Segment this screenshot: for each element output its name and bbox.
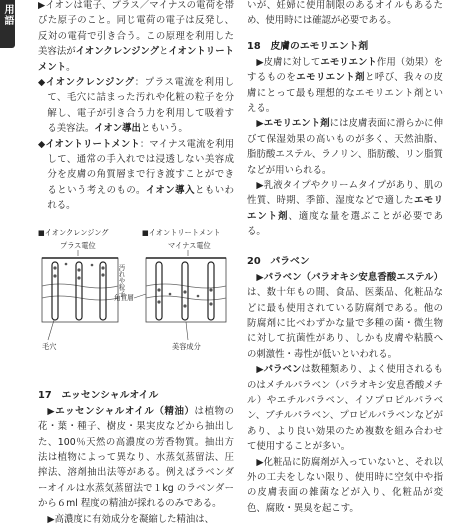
left-column	[38, 0, 234, 527]
section-18-paragraph-3: ▶乳液タイプやクリームタイプがあり、肌の性質、時期、季節、湿度などで適したエモリエント剤、適度な量を選ぶことが必要である。	[247, 180, 443, 238]
ion-intro-paragraph: ▶イオンは電子、プラス／マイナスの電荷を帯びた原子のこと。同じ電荷の電子は反発し、反対の電荷で引き合う。この原理を利用した美容法がイオンクレンジングとイオントリートメント。	[38, 0, 234, 73]
section-18-paragraph-1: ▶皮膚に対してエモリエント作用（効果）をするものをエモリエント剤と呼び、我々の皮膚にとって最も理想的なエモリエント剤といえる。	[247, 56, 443, 115]
ion-diagram	[38, 228, 234, 376]
section-17-paragraph-2: ▶高濃度に有効成分を凝縮した精油は、	[47, 513, 214, 525]
ion-input-term: イオン導入	[145, 184, 195, 196]
side-index-tab-label: 用語	[2, 4, 13, 26]
section-20-paragraph-3: ▶化粧品に防腐剤が入っていないと、それ以外の工夫をしない限り、使用時に空気中や指の皮膚表面の雑菌などが入り、化粧品が変色、腐敗・異臭を起こす。	[247, 456, 443, 514]
ion-treatment-definition: ◆イオントリートメント：マイナス電流を利用して、通常の手入れでは浸透しない美容成分を皮膚の角質層まで行き渡すことができるという考えのもの。イオン導入ともいわれる。	[38, 138, 234, 212]
term-ion: イオン	[168, 46, 197, 58]
section-17-paragraph: ▶エッセンシャルオイル（精油）は植物の花・葉・種子、樹皮・果実皮などから抽出した、100％天然の高濃度の芳香物質。抽出方法は植物によって異なり、水蒸気蒸留法、圧搾法、溶剤抽出法等がある。例えばラベンダーオイルは水蒸気蒸留法で１kg のラベンダーから６ml 程度の精油が採れるのみである。	[38, 405, 234, 510]
fig-label-dirt: 汚れや粒子	[117, 263, 125, 297]
section-20-heading: 20 パラベン	[247, 255, 310, 267]
side-index-tab[interactable]	[0, 0, 15, 48]
ion-diagram-drawing	[38, 228, 234, 376]
ion-cleansing-term: イオンクレンジング	[45, 77, 135, 89]
ion-output-term: イオン導出	[94, 123, 141, 135]
term-essential-oil: エッセンシャルオイル（精油）	[55, 405, 195, 417]
section-18-heading: 18 皮膚のエモリエント剤	[247, 40, 369, 52]
fig-label-treatment: ■イオントリートメント	[142, 227, 221, 237]
fig-label-stratum: 角質層	[114, 293, 134, 302]
section-17-heading: 17 エッセンシャルオイル	[38, 389, 159, 401]
ion-treatment-term: イオントリートメント	[45, 138, 140, 150]
right-column	[247, 0, 443, 516]
fig-label-minus: マイナス電位	[168, 240, 211, 250]
fig-label-cleansing: ■イオンクレンジング	[38, 227, 109, 237]
term-ion-cleansing: イオンクレンジング	[75, 46, 159, 58]
section-20-paragraph-2: ▶パラベンは数種類あり、よく使用されるものはメチルパラベン（パラオキシ安息香酸メチル）やエチルパラベン、イソプロピルパラベン、ブチルパラベン、プロピルパラベンなどがあり、より良い効果のため複数を組み合わせて使用することが多い。	[247, 364, 443, 453]
ion-cleansing-definition: ◆イオンクレンジング：プラス電流を利用して、毛穴に詰まった汚れや化粧の粒子を分解し、電子が引き合う力を利用して吸着する美容法。イオン導出ともいう。	[38, 77, 234, 135]
term-treatment: トリートメント	[38, 46, 234, 73]
section-20-paragraph-1: ▶パラベン（パラオキシ安息香酸エステル）は、数十年もの間、食品、医薬品、化粧品などに最も使用されている防腐剤である。他の防腐剤に比べわずかな量で多種の菌・微生物に対して抗菌性があり、しかも皮膚や粘膜への刺激性・毒性が低いといわれる。	[247, 271, 443, 360]
fig-label-pore: 毛穴	[42, 341, 57, 351]
continued-paragraph: いが、妊婦に使用制限のあるオイルもあるため、使用時には確認が必要である。	[247, 0, 443, 27]
fig-label-plus: プラス電位	[60, 240, 96, 250]
fig-label-ingredient: 美容成分	[172, 341, 201, 351]
section-18-paragraph-2: ▶エモリエント剤には皮膚表面に滑らかに伸びて保湿効果の高いものが多く、天然油脂、脂肪酸エステル、ラノリン、脂肪酸、リン脂質などが用いられる。	[247, 118, 443, 176]
